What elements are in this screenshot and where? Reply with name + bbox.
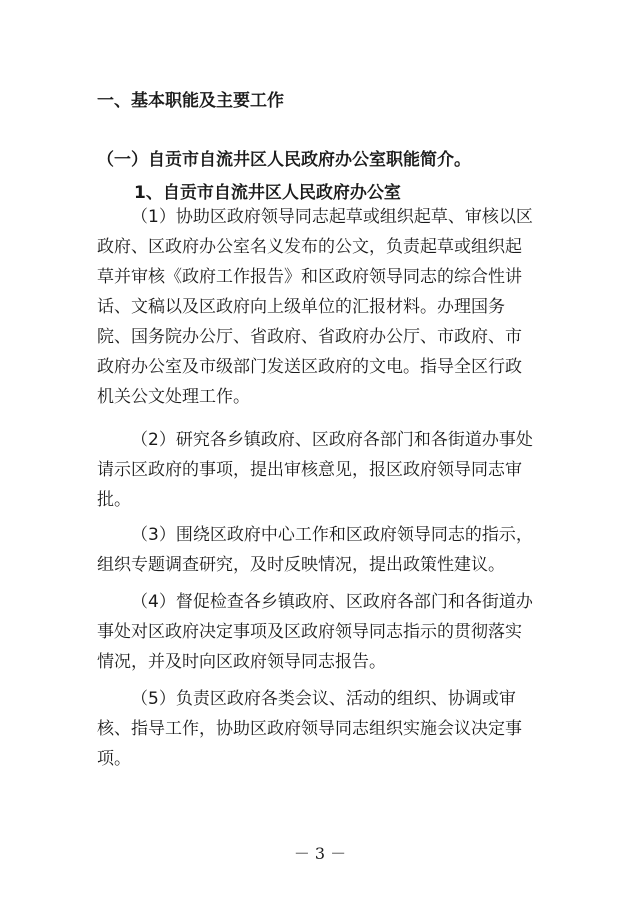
- paragraph-4: （4）督促检查各乡镇政府、区政府各部门和各街道办事处对区政府决定事项及区政府领导同志指示的贯彻落实情况，并及时向区政府领导同志报告。: [97, 592, 533, 672]
- paragraph-1: （1）协助区政府领导同志起草或组织起草、审核以区政府、区政府办公室名义发布的公文，负责起草或组织起草并审核《政府工作报告》和区政府领导同志的综合性讲话、文稿以及区政府向上级单位的汇报材料。办理国务院、国务院办公厅、省政府、省政府办公厅、市政府、市政府办公室及市级部门发送区政府的文电。指导全区行政机关公文处理工作。: [97, 207, 533, 407]
- paragraph-3: （3）围绕区政府中心工作和区政府领导同志的指示，组织专题调查研究，及时反映情况，提出政策性建议。: [97, 525, 533, 575]
- item-heading: 1、自贡市自流井区人民政府办公室: [134, 183, 401, 203]
- subsection-heading: （一）自贡市自流井区人民政府办公室职能简介。: [97, 150, 471, 170]
- paragraph-5: （5）负责区政府各类会议、活动的组织、协调或审核、指导工作，协助区政府领导同志组织实施会议决定事项。: [97, 689, 522, 769]
- paragraph-2: （2）研究各乡镇政府、区政府各部门和各街道办事处请示区政府的事项，提出审核意见，报区政府领导同志审批。: [97, 430, 533, 510]
- section-heading: 一、基本职能及主要工作: [97, 91, 284, 111]
- page-number: － 3 －: [293, 844, 347, 863]
